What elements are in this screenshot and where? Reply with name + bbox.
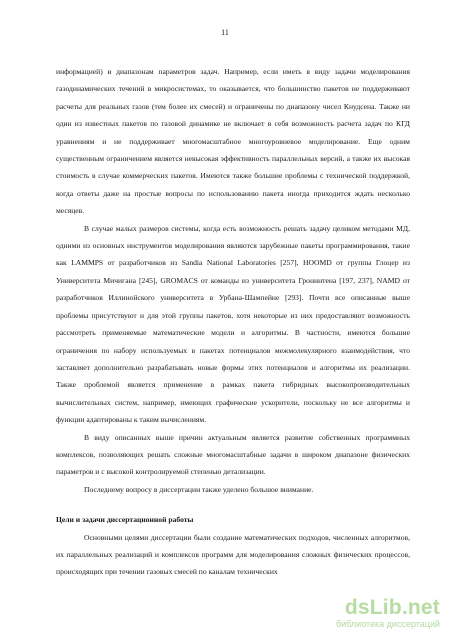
section-heading: Цели и задачи диссертационной работы [56, 515, 194, 525]
document-body [56, 63, 410, 581]
paragraph-3: В виду описанных выше причин актуальным является развитие собственных программных комплексов, позволяющих решать сложные многомасштабные задачи в широком диапазоне физических параметров и с высокой контролируемой степенью детализации. [56, 432, 410, 477]
page-number: 11 [221, 28, 229, 37]
paragraph-5: Основными целями диссертации были создание математических подходов, численных алгоритмов, их параллельных реализаций и комплексов программ для моделирования сложных физических процессов, происходящих при течении газовых смесей по каналам технических [56, 532, 410, 577]
watermark-logo [320, 597, 440, 631]
paragraph-2: В случае малых размеров системы, когда есть возможность решать задачу целиком методами МД, одними из основных инструментов моделирования являются зарубежные пакеты программирования, такие как LAMMPS от разработчиков из Sandia National Laboratories [257], HOOMD от группы Глоцер из Университета Мичигана [245], GROMACS от команды из университета Гронинтена [197, 237], NAMD от разработчиков Иллинойского университета в Урбана-Шампейне [293]. Почти все описанные выше проблемы присутствуют и для этой группы пакетов, хотя некоторые из них предоставляют возможность рассмотреть применяемые математические модели и алгоритмы. В частности, имеются большие ограничения по набору используемых в пакетах потенциалов межмолекулярного взаимодействия, что заставляет дополнительно разрабатывать новые формы этих потенциалов и алгоритмы их реализации. Также проблемой является применение в рамках пакета гибридных высокопроизводительных вычислительных систем, например, имеющих графические ускорители, поскольку не все алгоритмы и функции адаптированы к таким вычислениям. [56, 223, 410, 425]
paragraph-4: Последнему вопросу в диссертации также уделено большое внимание. [84, 484, 314, 494]
watermark-subtitle: библиотека диссертаций [335, 619, 440, 629]
paragraph-1: информацией) и диапазонам параметров задач. Например, если иметь в виду задачи моделирования газодинамических течений в микросистемах, то оказывается, что большинство пакетов не поддерживают расчеты для реальных газов (тем более их смесей) и ограничены по диапазону чисел Кнудсена. Также ни один из известных пакетов по газовой динамике не включает в себя возможность расчета задач по КГД уравнениям и не поддерживает многомасштабное многоуровневое моделирование. Еще одним существенным ограничением является невысокая эффективность параллельных версий, а также их высокая стоимость в случае коммерческих пакетов. Имеются также большие проблемы с технической поддержкой, когда ответы даже на простые вопросы по использованию пакета иногда приходится ждать несколько месяцев. [56, 67, 410, 216]
watermark-logo-text: dsLib.net [344, 596, 440, 619]
